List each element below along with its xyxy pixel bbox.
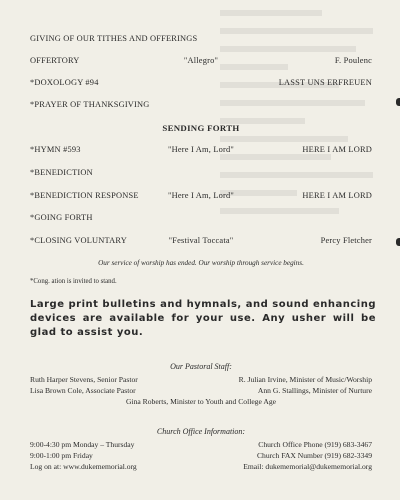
standing-note: *Cong. ation is invited to stand.: [30, 278, 117, 285]
item-title: *DOXOLOGY #94: [30, 78, 99, 87]
item-going-forth: [30, 213, 372, 222]
item-doxology: [30, 78, 372, 87]
item-title: *BENEDICTION RESPONSE: [30, 191, 139, 200]
item-piece: "Allegro": [183, 56, 219, 65]
item-title: OFFERTORY: [30, 56, 80, 65]
website-link[interactable]: Log on at: www.dukememorial.org: [30, 462, 137, 471]
office-fax: Church FAX Number (919) 682-3349: [256, 451, 372, 460]
item-offertory: [30, 56, 372, 65]
item-title: *HYMN #593: [30, 145, 81, 154]
item-prayer: [30, 100, 372, 109]
item-title: *BENEDICTION: [30, 168, 93, 177]
item-title: GIVING OF OUR TITHES AND OFFERINGS: [30, 34, 198, 43]
item-benediction-response: [30, 191, 372, 200]
item-title: *PRAYER OF THANKSGIVING: [30, 100, 150, 109]
office-phone: Church Office Phone (919) 683-3467: [258, 440, 372, 449]
item-tune: LASST UNS ERFREUEN: [278, 78, 372, 87]
item-piece: "Festival Toccata": [168, 236, 234, 245]
item-title: *GOING FORTH: [30, 213, 93, 222]
item-closing-voluntary: [30, 236, 372, 245]
office-heading: Church Office Information:: [156, 427, 246, 436]
item-tune: HERE I AM LORD: [302, 191, 372, 200]
margin-mark: [396, 238, 400, 246]
sending-forth-heading: SENDING FORTH: [162, 123, 240, 133]
margin-mark: [396, 98, 400, 106]
item-composer: F. Poulenc: [334, 56, 372, 65]
item-giving: [30, 34, 372, 43]
item-benediction: [30, 168, 372, 177]
large-print-notice: Large print bulletins and hymnals, and sound enhancing devices are available for your use. Any usher will be glad to assist you.: [30, 299, 376, 338]
item-tune: HERE I AM LORD: [302, 145, 372, 154]
staff-member: Ruth Harper Stevens, Senior Pastor: [30, 375, 138, 384]
item-hymn: [30, 145, 372, 154]
office-hours: 9:00-1:00 pm Friday: [30, 451, 93, 460]
item-composer: Percy Fletcher: [320, 236, 372, 245]
staff-member: Ann G. Stallings, Minister of Nurture: [257, 386, 372, 395]
office-hours: 9:00-4:30 pm Monday – Thursday: [30, 440, 135, 449]
email-link[interactable]: Email: dukememorial@dukememorial.org: [243, 462, 372, 471]
staff-member: Lisa Brown Cole, Associate Pastor: [30, 386, 136, 395]
worship-ended-note: Our service of worship has ended. Our worship through service begins.: [98, 259, 304, 267]
item-piece: "Here I Am, Lord": [167, 191, 235, 200]
item-piece: "Here I Am, Lord": [167, 145, 235, 154]
staff-member: Gina Roberts, Minister to Youth and College Age: [126, 397, 276, 406]
staff-member: R. Julian Irvine, Minister of Music/Worship: [238, 375, 372, 384]
item-title: *CLOSING VOLUNTARY: [30, 236, 127, 245]
staff-heading: Our Pastoral Staff:: [170, 362, 232, 371]
